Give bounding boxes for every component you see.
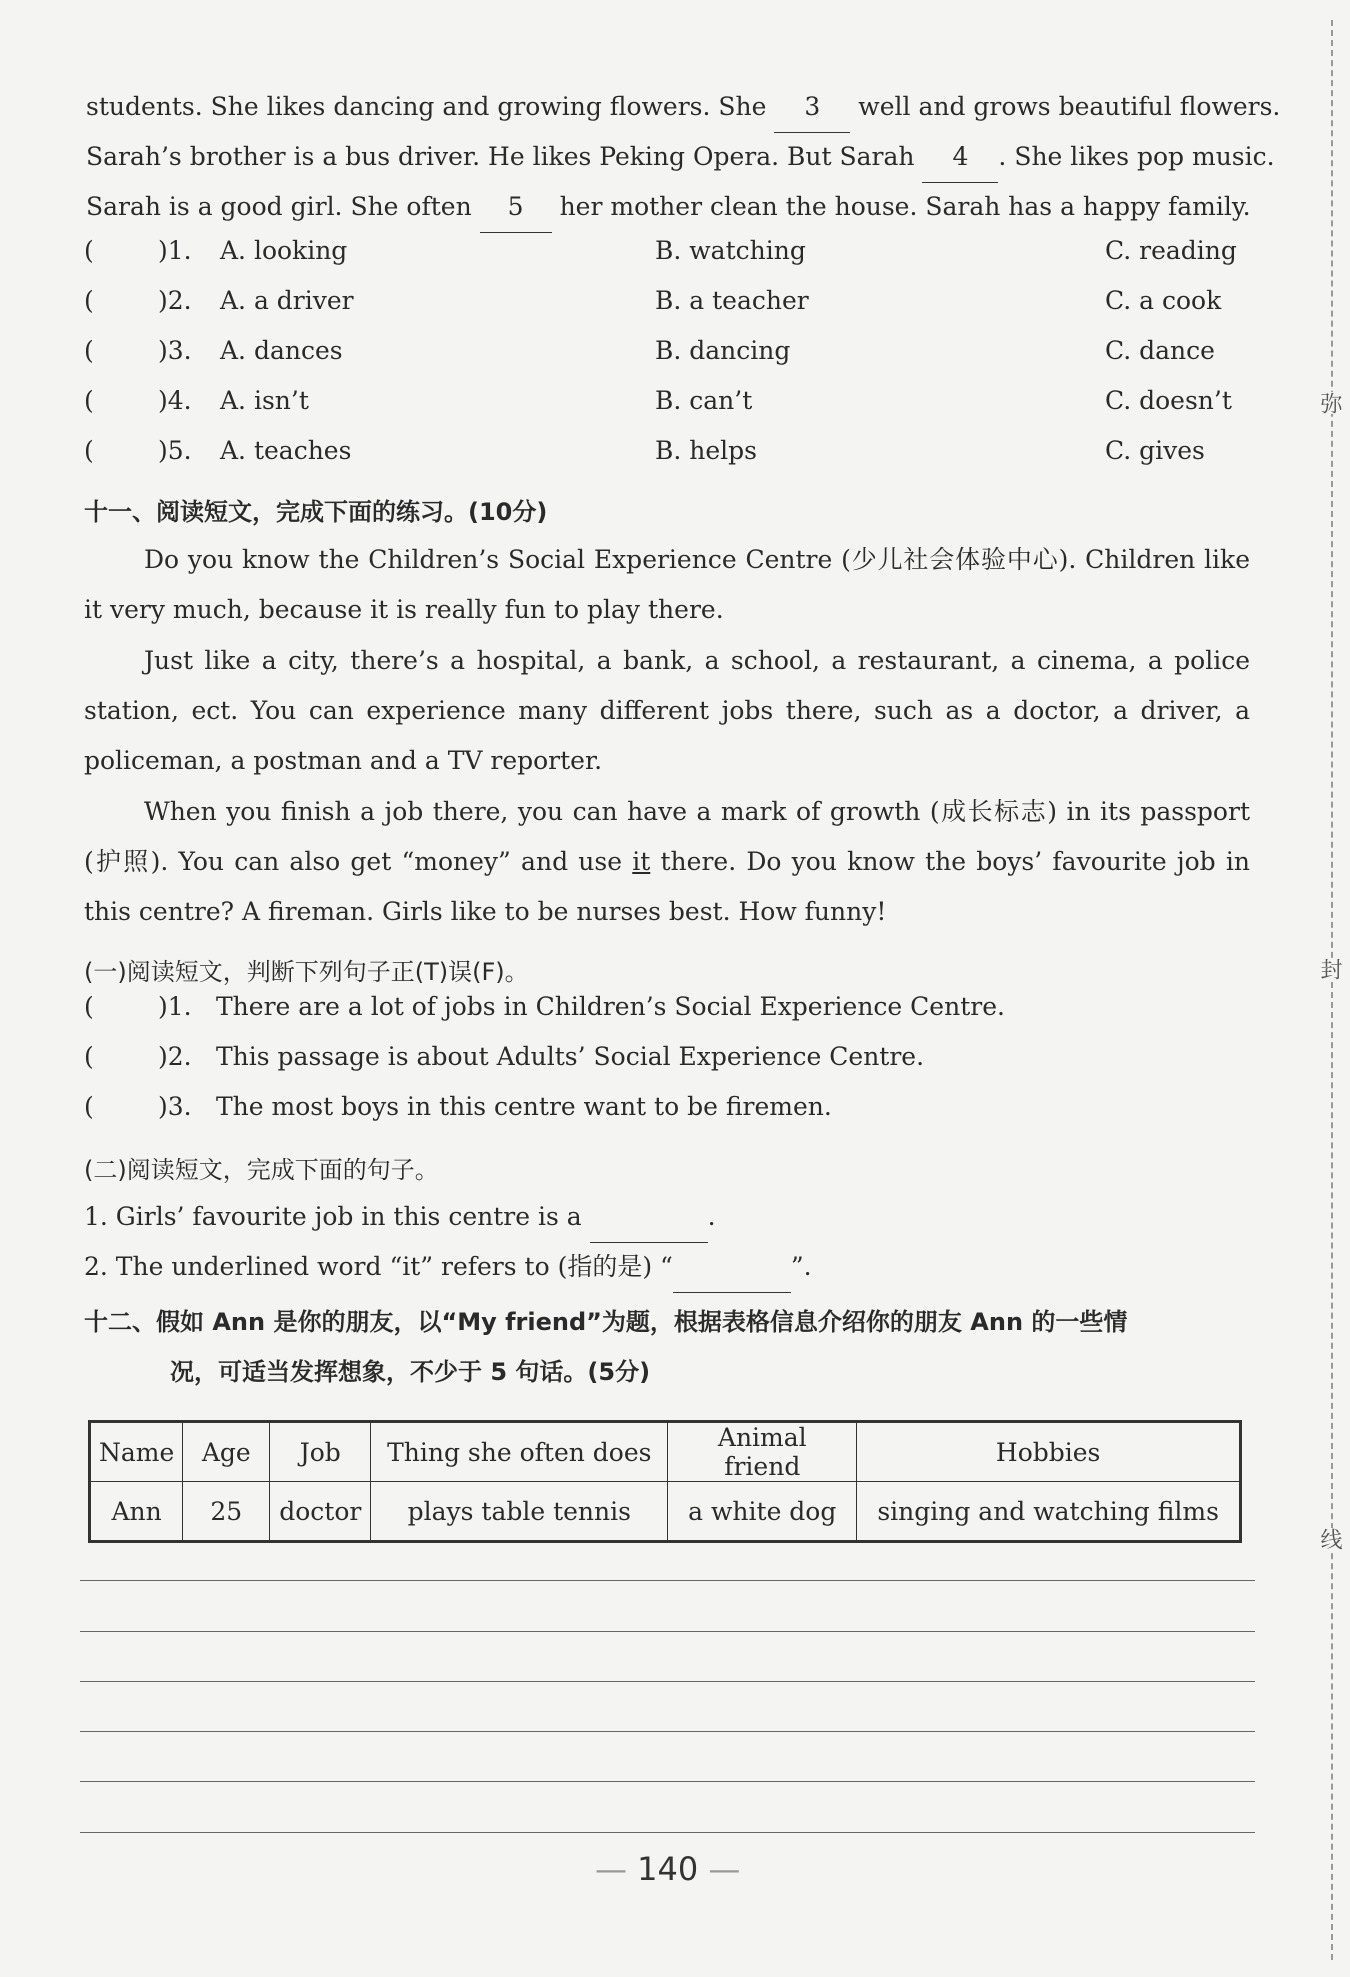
option-b: B. a teacher <box>655 286 809 315</box>
underlined-word-it: it <box>632 847 651 876</box>
statement: The most boys in this centre want to be firemen. <box>216 1092 832 1121</box>
writing-line[interactable] <box>80 1580 1255 1581</box>
section-12-heading-line-1: 十二、假如 Ann 是你的朋友，以“My friend”为题，根据表格信息介绍你的朋友 Ann 的一些情 <box>84 1308 1128 1336</box>
option-c: C. dance <box>1105 336 1215 365</box>
passage-line-3: Sarah is a good girl. She often 5 her mother clean the house. Sarah has a happy family. <box>86 182 1251 233</box>
table-header-cell: Job <box>270 1422 371 1482</box>
option-b: B. helps <box>655 436 757 465</box>
info-table <box>88 1420 1242 1543</box>
question-number: )2. <box>158 286 192 315</box>
mc-question-5 <box>84 436 1264 486</box>
option-c: C. a cook <box>1105 286 1222 315</box>
table-cell: singing and watching films <box>857 1482 1241 1542</box>
option-b: B. can’t <box>655 386 753 415</box>
option-a: A. a driver <box>220 286 354 315</box>
statement: There are a lot of jobs in Children’s Social Experience Centre. <box>216 992 1005 1021</box>
writing-line[interactable] <box>80 1832 1255 1833</box>
question-number: )2. <box>158 1042 192 1071</box>
table-header-cell: Name <box>90 1422 183 1482</box>
blank-5[interactable]: 5 <box>480 182 552 233</box>
answer-paren[interactable]: ( <box>84 1042 94 1071</box>
question-number: )3. <box>158 336 192 365</box>
blank-4[interactable]: 4 <box>922 132 998 183</box>
writing-line[interactable] <box>80 1781 1255 1782</box>
table-cell: 25 <box>183 1482 270 1542</box>
dashed-seal-line <box>1331 20 1333 1960</box>
question-number: )4. <box>158 386 192 415</box>
passage-line-1: students. She likes dancing and growing flowers. She 3 well and grows beautiful flowers. <box>86 82 1280 133</box>
passage-paragraph-2: Just like a city, there’s a hospital, a bank, a school, a restaurant, a cinema, a police station, ect. You can experience many different jobs there, such as a doctor, a driver, a policeman, a postman and a TV reporter. <box>84 646 1250 775</box>
passage-paragraph-1: Do you know the Children’s Social Experience Centre (少儿社会体验中心). Children like it very much, because it is really fun to play there. <box>84 545 1250 624</box>
statement: This passage is about Adults’ Social Experience Centre. <box>216 1042 925 1071</box>
table-cell: doctor <box>270 1482 371 1542</box>
mc-question-1 <box>84 236 1264 286</box>
option-a: A. isn’t <box>220 386 309 415</box>
answer-paren[interactable]: ( <box>84 386 94 415</box>
option-c: C. doesn’t <box>1105 386 1232 415</box>
answer-paren[interactable]: ( <box>84 436 94 465</box>
section-11-heading: 十一、阅读短文，完成下面的练习。(10分) <box>84 498 548 526</box>
section-12-heading-line-2: 况，可适当发挥想象，不少于 5 句话。(5分) <box>170 1358 651 1386</box>
question-number: )1. <box>158 992 192 1021</box>
answer-blank[interactable] <box>590 1192 708 1243</box>
subsection-2-heading: (二)阅读短文，完成下面的句子。 <box>84 1156 439 1184</box>
table-cell: Ann <box>90 1482 183 1542</box>
option-b: B. watching <box>655 236 806 265</box>
option-a: A. looking <box>220 236 348 265</box>
table-cell: plays table tennis <box>371 1482 668 1542</box>
seal-mark-xian: 线 <box>1314 1528 1345 1550</box>
fill-question-2: 2. The underlined word “it” refers to (指的是) “ ”. <box>84 1242 812 1293</box>
tf-question-1 <box>84 992 1264 1042</box>
writing-line[interactable] <box>80 1731 1255 1732</box>
page-number: — 140 — <box>595 1850 741 1888</box>
question-number: )5. <box>158 436 192 465</box>
option-c: C. gives <box>1105 436 1205 465</box>
answer-paren[interactable]: ( <box>84 992 94 1021</box>
question-number: )3. <box>158 1092 192 1121</box>
table-header-cell: Animal friend <box>668 1422 857 1482</box>
binding-margin <box>1300 0 1350 1977</box>
answer-paren[interactable]: ( <box>84 286 94 315</box>
table-row <box>90 1482 1241 1542</box>
table-header-cell: Hobbies <box>857 1422 1241 1482</box>
mc-question-3 <box>84 336 1264 386</box>
option-a: A. dances <box>220 336 343 365</box>
passage-paragraph-3: When you finish a job there, you can have a mark of growth (成长标志) in its passport (护照). You can also get “money” and use it there. Do you know the boys’ favourite job in this centre? A fireman. Girls like to be nurses best. How funny! <box>84 797 1250 926</box>
question-number: )1. <box>158 236 192 265</box>
table-header-cell: Thing she often does <box>371 1422 668 1482</box>
table-header-row <box>90 1422 1241 1482</box>
writing-line[interactable] <box>80 1681 1255 1682</box>
mc-question-2 <box>84 286 1264 336</box>
blank-3[interactable]: 3 <box>774 82 850 133</box>
answer-blank[interactable] <box>673 1242 791 1293</box>
table-cell: a white dog <box>668 1482 857 1542</box>
writing-line[interactable] <box>80 1631 1255 1632</box>
answer-paren[interactable]: ( <box>84 336 94 365</box>
answer-paren[interactable]: ( <box>84 1092 94 1121</box>
option-c: C. reading <box>1105 236 1237 265</box>
tf-question-2 <box>84 1042 1264 1092</box>
subsection-1-heading: (一)阅读短文，判断下列句子正(T)误(F)。 <box>84 958 529 986</box>
passage-line-2: Sarah’s brother is a bus driver. He likes Peking Opera. But Sarah 4 . She likes pop music. <box>86 132 1275 183</box>
option-b: B. dancing <box>655 336 791 365</box>
fill-question-1: 1. Girls’ favourite job in this centre is a . <box>84 1192 716 1243</box>
option-a: A. teaches <box>220 436 352 465</box>
answer-paren[interactable]: ( <box>84 236 94 265</box>
seal-mark-mi: 弥 <box>1314 392 1345 414</box>
seal-mark-feng: 封 <box>1314 958 1345 980</box>
mc-question-4 <box>84 386 1264 436</box>
tf-question-3 <box>84 1092 1264 1142</box>
table-header-cell: Age <box>183 1422 270 1482</box>
